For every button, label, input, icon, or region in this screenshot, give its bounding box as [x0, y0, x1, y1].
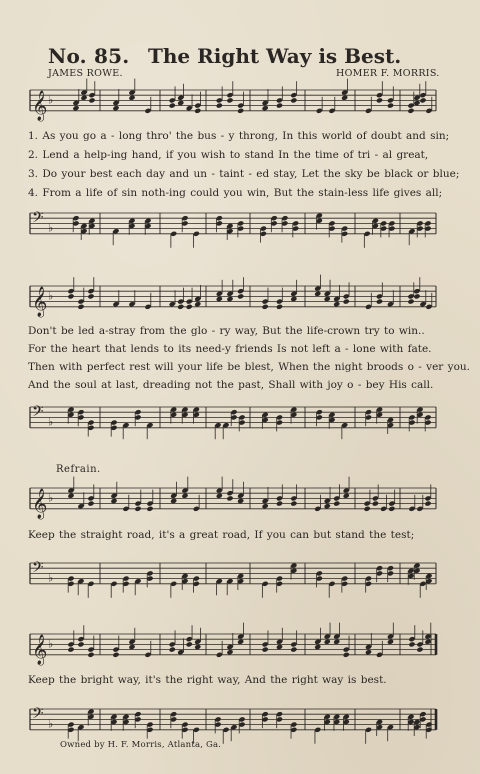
hymn-number: No. 85.	[48, 44, 130, 68]
refrain-label: Refrain.	[56, 464, 101, 475]
system2-verse1: Don't be led a-stray from the glo - ry way, But the life-crown try to win..	[28, 325, 425, 337]
system1-verse2: 2. Lend a help-ing hand, if you wish to stand In the time of tri - al great,	[28, 149, 429, 161]
lyricist-credit: JAMES ROWE.	[48, 68, 123, 79]
svg-text:♭: ♭	[48, 637, 54, 651]
bass-clef-icon: 𝄢	[32, 403, 44, 424]
staff-treble-3	[0, 480, 480, 520]
staff-bass-3	[0, 555, 480, 595]
staff-treble-2	[0, 278, 480, 318]
staff-treble-1	[0, 82, 480, 122]
staff-bass-2	[0, 399, 480, 439]
svg-text:♭: ♭	[48, 221, 54, 235]
treble-clef-icon: 𝄞	[32, 286, 48, 317]
system2-verse3: Then with perfect rest will your life be blest, When the night broods o - ver you.	[28, 361, 470, 373]
svg-text:♭: ♭	[48, 717, 54, 731]
system1-verse3: 3. Do your best each day and un - taint - ed stay, Let the sky be black or blue;	[28, 168, 460, 180]
system2-verse2: For the heart that lends to its need-y friends Is not left a - lone with fate.	[28, 343, 432, 355]
refrain-line1: Keep the straight road, it's a great road, If you can but stand the test;	[28, 529, 415, 541]
svg-text:♭: ♭	[48, 93, 54, 107]
refrain-line2: Keep the bright way, it's the right way, And the right way is best.	[28, 674, 387, 686]
svg-text:♭: ♭	[48, 289, 54, 303]
hymn-title: The Right Way is Best.	[148, 44, 402, 68]
bass-clef-icon: 𝄢	[32, 559, 44, 580]
treble-clef-icon: 𝄞	[32, 488, 48, 519]
bass-clef-icon: 𝄢	[32, 209, 44, 230]
svg-text:♭: ♭	[48, 571, 54, 585]
system2-verse4: And the soul at last, dreading not the past, Shall with joy o - bey His call.	[28, 379, 434, 391]
treble-clef-icon: 𝄞	[32, 634, 48, 665]
system1-verse4: 4. From a life of sin noth-ing could you win, But the stain-less life gives all;	[28, 187, 443, 199]
composer-credit: HOMER F. MORRIS.	[336, 68, 440, 79]
staff-treble-4	[0, 626, 480, 666]
treble-clef-icon: 𝄞	[32, 90, 48, 121]
bass-clef-icon: 𝄢	[32, 705, 44, 726]
svg-text:♭: ♭	[48, 491, 54, 505]
system1-verse1: 1. As you go a - long thro' the bus - y throng, In this world of doubt and sin;	[28, 130, 450, 142]
staff-bass-4	[0, 701, 480, 741]
copyright-footer: Owned by H. F. Morris, Atlanta, Ga.	[60, 740, 222, 750]
staff-bass-1	[0, 205, 480, 245]
svg-text:♭: ♭	[48, 415, 54, 429]
